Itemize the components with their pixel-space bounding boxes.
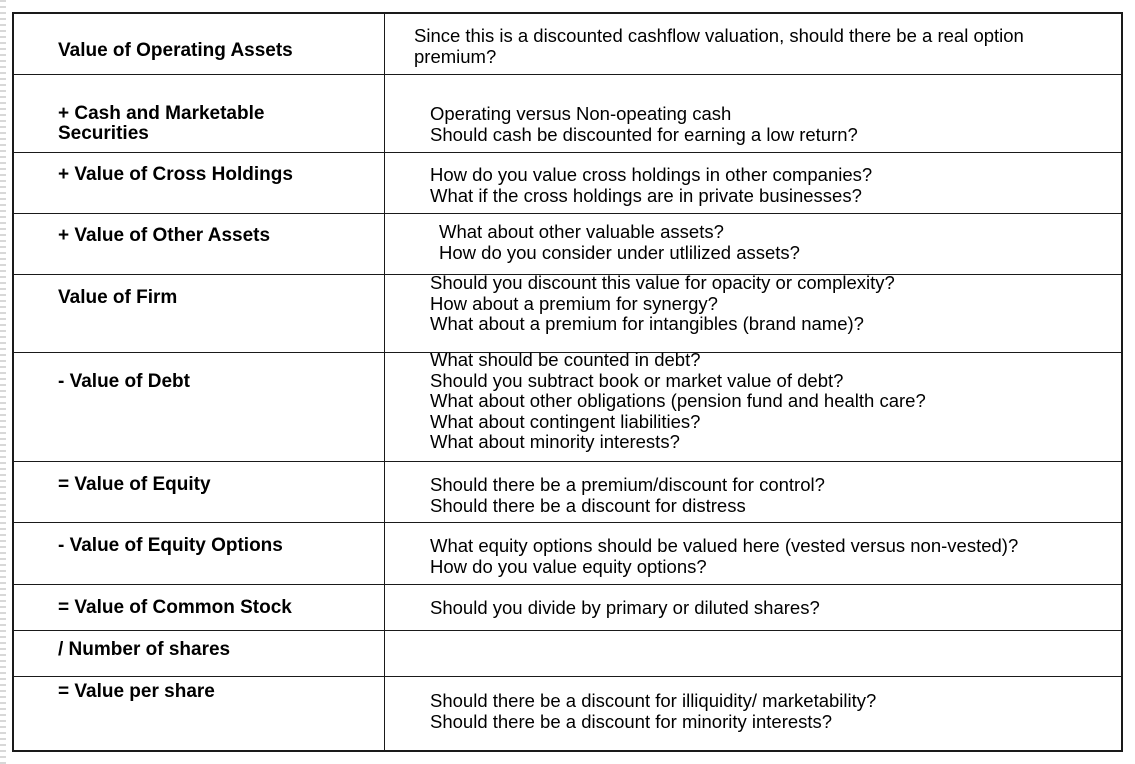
note-line: What about contingent liabilities? [430, 410, 701, 432]
note-line: Operating versus Non-opeating cash [430, 103, 732, 124]
row-notes-operating-assets [414, 26, 1104, 67]
row-label-common-stock: = Value of Common Stock [58, 597, 292, 618]
row-label-equity-options: - Value of Equity Options [58, 535, 283, 556]
row-notes-cash-securities [430, 104, 1120, 145]
table-row [14, 523, 1121, 585]
note-line: How do you value equity options? [430, 555, 707, 577]
row-label-value-of-equity: = Value of Equity [58, 474, 211, 495]
note-line: Should you subtract book or market value of debt? [430, 369, 844, 391]
note-line: premium? [414, 45, 497, 67]
valuation-questions-table [12, 12, 1123, 752]
note-line: What if the cross holdings are in private businesses? [430, 184, 862, 206]
note-line: Should there be a discount for distress [430, 494, 746, 516]
row-notes-equity-options [430, 536, 1120, 577]
row-label-number-of-shares: / Number of shares [58, 639, 231, 660]
note-line: Should cash be discounted for earning a low return? [430, 123, 858, 145]
note-line: Since this is a discounted cashflow valuation, should there be a real option [414, 25, 1024, 46]
row-label-cross-holdings: + Value of Cross Holdings [58, 164, 293, 185]
table-row [14, 214, 1121, 275]
table-row [14, 14, 1121, 75]
note-line: What about a premium for intangibles (brand name)? [430, 313, 864, 334]
note-line: How do you consider under utlilized assets? [439, 241, 800, 263]
row-notes-value-per-share [430, 691, 1120, 732]
page-margin [0, 0, 6, 764]
table-row [14, 272, 1121, 353]
table-row [14, 462, 1121, 523]
row-notes-cross-holdings [430, 165, 1120, 206]
row-label-value-of-debt: - Value of Debt [58, 371, 190, 392]
row-label-cash-securities: + Cash and Marketable Securities [58, 103, 265, 144]
table-row [14, 153, 1121, 214]
table-row [14, 349, 1121, 462]
table-row [14, 677, 1121, 752]
note-line: How about a premium for synergy? [430, 292, 718, 314]
row-notes-value-of-firm [430, 273, 1120, 335]
row-notes-value-of-equity [430, 475, 1120, 516]
row-label-value-of-firm: Value of Firm [58, 287, 178, 308]
note-line: Should you divide by primary or diluted shares? [430, 597, 820, 618]
note-line: How do you value cross holdings in other companies? [430, 164, 873, 185]
note-line: What equity options should be valued here (vested versus non-vested)? [430, 535, 1019, 556]
row-label-operating-assets: Value of Operating Assets [58, 40, 293, 61]
note-line: Should you discount this value for opacity or complexity? [430, 272, 895, 293]
row-notes-other-assets [439, 222, 1129, 263]
row-label-value-per-share: = Value per share [58, 681, 215, 702]
note-line: What about other obligations (pension fund and health care? [430, 390, 926, 411]
row-notes-value-of-debt [430, 350, 1120, 453]
note-line: What should be counted in debt? [430, 349, 701, 370]
row-label-other-assets: + Value of Other Assets [58, 225, 271, 246]
table-row [14, 585, 1121, 631]
note-line: Should there be a premium/discount for control? [430, 474, 825, 495]
table-row [14, 631, 1121, 677]
note-line: Should there be a discount for minority interests? [430, 710, 833, 732]
note-line: What about other valuable assets? [439, 221, 724, 242]
table-row [14, 75, 1121, 153]
row-notes-common-stock [430, 598, 1120, 619]
note-line: What about minority interests? [430, 431, 680, 452]
note-line: Should there be a discount for illiquidity/ marketability? [430, 690, 877, 711]
